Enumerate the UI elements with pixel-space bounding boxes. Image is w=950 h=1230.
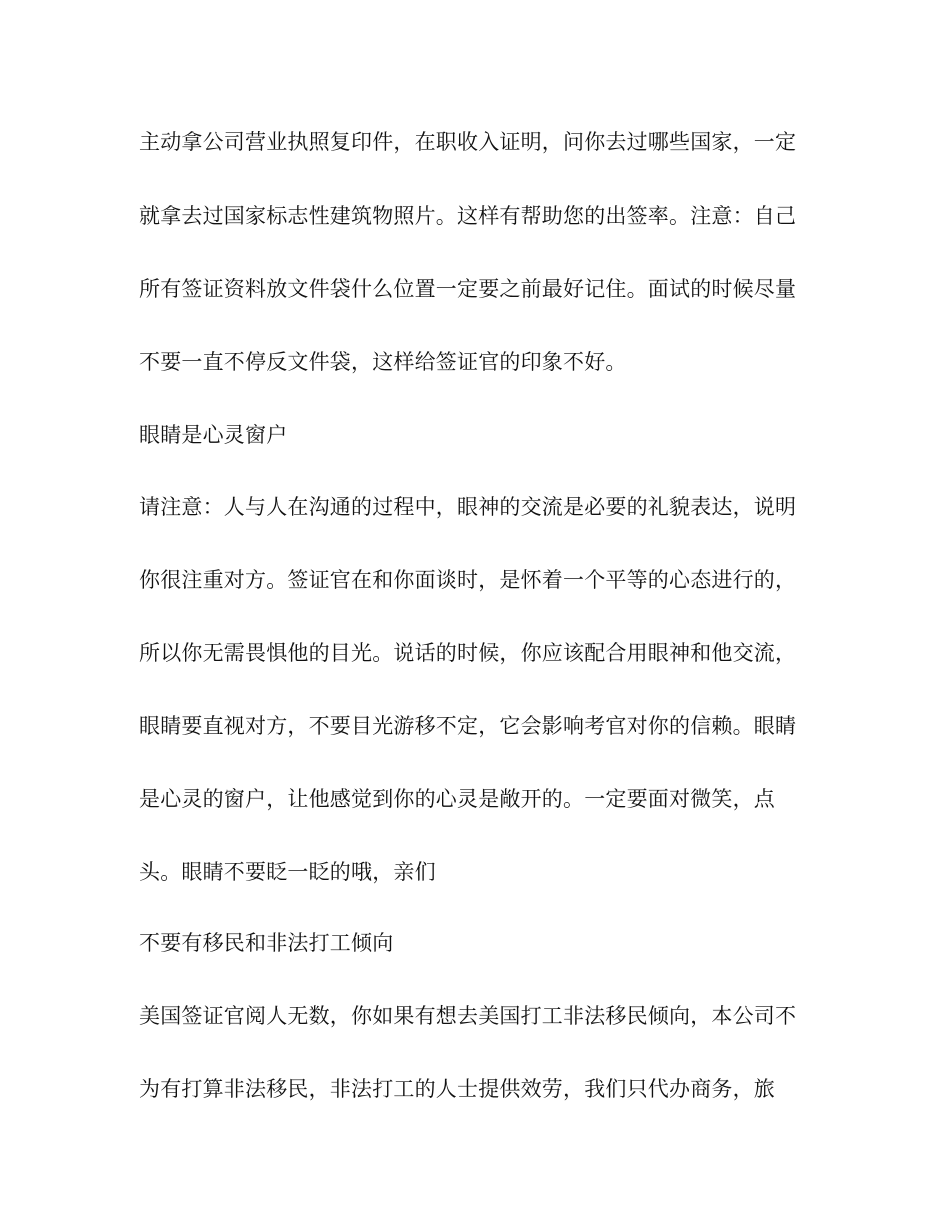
- paragraph-line-3: 所有签证资料放文件袋什么位置一定要之前最好记住。面试的时候尽量: [139, 277, 797, 301]
- paragraph-line-12: 为有打算非法移民，非法打工的人士提供效劳，我们只代办商务，旅: [139, 1077, 775, 1101]
- paragraph-line-8: 眼睛要直视对方，不要目光游移不定，它会影响考官对你的信赖。眼睛: [139, 714, 797, 738]
- paragraph-line-9: 是心灵的窗户，让他感觉到你的心灵是敞开的。一定要面对微笑，点: [139, 787, 775, 811]
- section-heading-immigration: 不要有移民和非法打工倾向: [139, 931, 394, 955]
- paragraph-line-2: 就拿去过国家标志性建筑物照片。这样有帮助您的出签率。注意：自己: [139, 204, 797, 228]
- paragraph-line-6: 你很注重对方。签证官在和你面谈时，是怀着一个平等的心态进行的，: [139, 568, 797, 592]
- paragraph-line-10: 头。眼睛不要眨一眨的哦，亲们: [139, 860, 436, 884]
- paragraph-line-7: 所以你无需畏惧他的目光。说话的时候，你应该配合用眼神和他交流，: [139, 641, 797, 665]
- paragraph-line-5: 请注意：人与人在沟通的过程中，眼神的交流是必要的礼貌表达，说明: [139, 495, 797, 519]
- paragraph-line-1: 主动拿公司营业执照复印件，在职收入证明，问你去过哪些国家，一定: [139, 130, 797, 154]
- paragraph-line-11: 美国签证官阅人无数，你如果有想去美国打工非法移民倾向，本公司不: [139, 1004, 797, 1028]
- paragraph-line-4: 不要一直不停反文件袋，这样给签证官的印象不好。: [139, 350, 627, 374]
- section-heading-eyes: 眼睛是心灵窗户: [139, 423, 288, 447]
